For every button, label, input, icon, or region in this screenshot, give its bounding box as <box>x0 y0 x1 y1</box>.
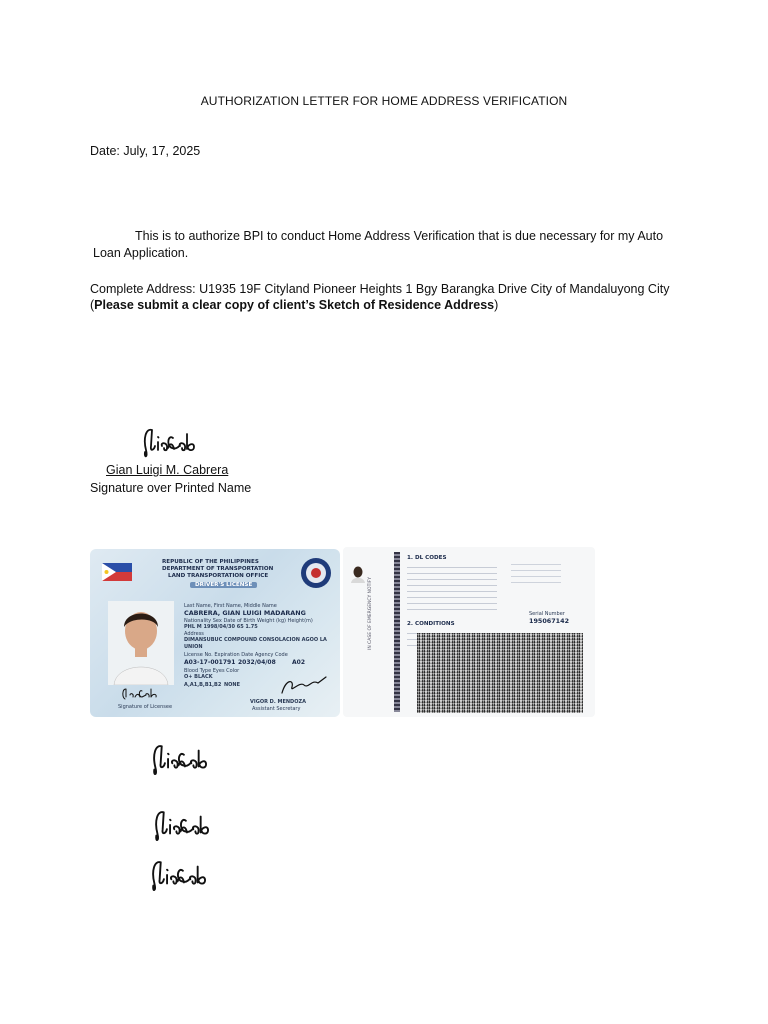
small-photo-icon <box>351 565 365 583</box>
officer-title: Assistant Secretary <box>252 706 301 712</box>
signature-caption: Signature over Printed Name <box>90 481 252 495</box>
note-bold-text: Please submit a clear copy of client’s Sketch of Residence Address <box>94 298 495 312</box>
officer-name: VIGOR D. MENDOZA <box>250 699 306 705</box>
license-header: License No. Expiration Date Agency Code <box>184 652 288 658</box>
card-address-line2: UNION <box>184 644 203 650</box>
letter-title: AUTHORIZATION LETTER FOR HOME ADDRESS VERIFICATION <box>200 94 568 108</box>
back-vertical-strip <box>394 552 400 712</box>
blood-values: O+ BLACK <box>184 674 213 680</box>
card-office: LAND TRANSPORTATION OFFICE <box>168 573 269 579</box>
agency-code: A02 <box>292 659 305 666</box>
note-close-paren: ) <box>494 298 499 312</box>
emergency-label: IN CASE OF EMERGENCY NOTIFY <box>368 577 373 650</box>
letter-address: Complete Address: U1935 19F Cityland Pioneer Heights 1 Bgy Barangka Drive City of Mandaluyong City <box>90 282 670 296</box>
card-department: DEPARTMENT OF TRANSPORTATION <box>162 566 274 572</box>
pdf417-barcode <box>417 633 583 713</box>
conditions-value: NONE <box>224 682 241 688</box>
holder-name: CABRERA, GIAN LUIGI MADARANG <box>184 609 306 617</box>
name-header: Last Name, First Name, Middle Name <box>184 603 277 609</box>
license-photo <box>108 601 174 685</box>
address-header: Address <box>184 631 204 637</box>
dl-codes-title: 1. DL CODES <box>407 555 447 561</box>
nat-header: Nationality Sex Date of Birth Weight (kg) Height(m) <box>184 618 313 624</box>
drivers-license-front <box>90 549 340 717</box>
handwritten-signature <box>140 424 210 460</box>
card-republic: REPUBLIC OF THE PHILIPPINES <box>162 559 259 565</box>
drivers-license-back <box>343 547 595 717</box>
serial-label: Serial Number <box>529 611 565 617</box>
portrait-icon <box>108 601 174 685</box>
letter-body-line1: This is to authorize BPI to conduct Home Address Verification that is due necessary for my Auto <box>135 229 664 243</box>
philippine-flag-icon <box>102 563 132 581</box>
serial-number: 195067142 <box>529 617 570 625</box>
expiration-date: 2032/04/08 <box>238 659 276 666</box>
handwritten-signature-3 <box>150 806 226 844</box>
officer-signature <box>278 675 328 697</box>
conditions-title: 2. CONDITIONS <box>407 621 455 627</box>
card-type: DRIVER'S LICENSE <box>190 582 257 588</box>
licensee-signature <box>120 685 164 703</box>
letter-body-line2: Loan Application. <box>93 246 189 260</box>
dl-codes-lines <box>407 562 497 610</box>
letter-note <box>90 297 498 314</box>
dl-codes-right-lines <box>511 559 561 583</box>
note-open-paren: ( <box>90 298 95 312</box>
letter-date: Date: July, 17, 2025 <box>90 144 201 158</box>
nat-values: PHL M 1998/04/30 65 1.75 <box>184 624 258 630</box>
handwritten-signature-4 <box>147 856 223 894</box>
lto-seal-icon <box>300 557 332 589</box>
signatory-name: Gian Luigi M. Cabrera <box>106 463 229 477</box>
holder-signature-label: Signature of Licensee <box>118 704 173 710</box>
handwritten-signature-2 <box>148 740 224 778</box>
blood-header: Blood Type Eyes Color <box>184 668 240 674</box>
license-number: A03-17-001791 <box>184 659 236 666</box>
dl-codes-value: A,A1,B,B1,B2 <box>184 682 222 688</box>
card-address-line1: DIMANSUBUC COMPOUND CONSOLACION AGOO LA <box>184 637 327 643</box>
